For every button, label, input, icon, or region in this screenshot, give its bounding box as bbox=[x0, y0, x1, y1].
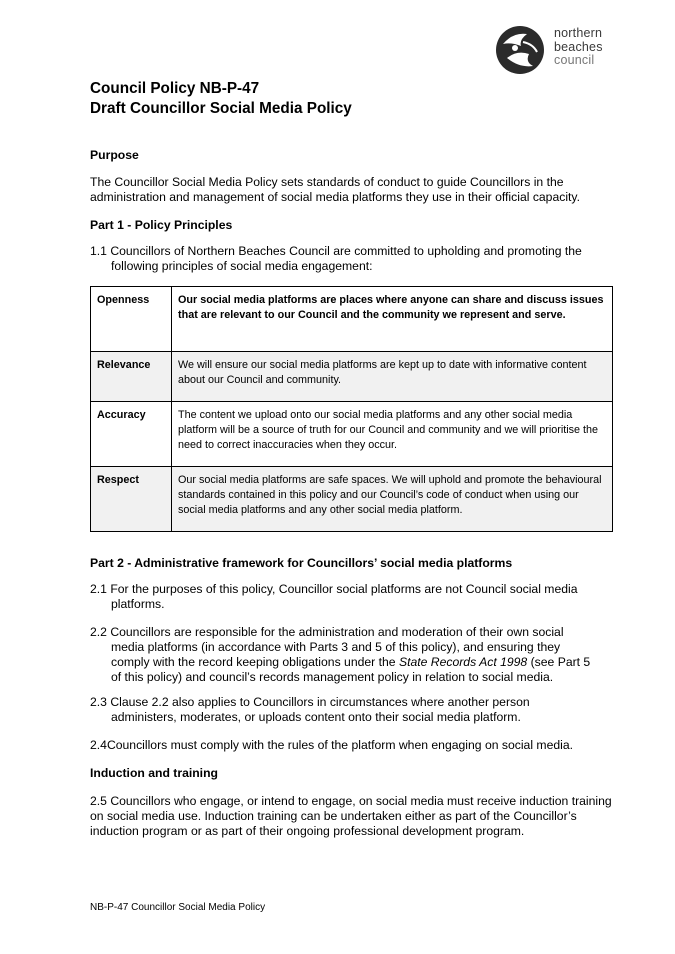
clause-2-2-line2: media platforms (in accordance with Parts 3 and 5 of this policy), and ensuring they bbox=[111, 640, 561, 654]
purpose-text: The Councillor Social Media Policy sets standards of conduct to guide Councillors in the administration and management of social media platforms they use in their official capacity. bbox=[90, 175, 581, 204]
principle-name: Accuracy bbox=[91, 402, 172, 467]
act-reference: State Records Act 1998 bbox=[398, 655, 528, 669]
logo-wordmark bbox=[554, 27, 603, 68]
principle-text: Our social media platforms are safe spaces. We will uphold and promote the behavioural standards contained in this policy and our Council’s code of conduct when using our social media platforms and any other social media platform. bbox=[172, 467, 613, 532]
policy-number: Council Policy NB-P-47 bbox=[90, 80, 260, 97]
purpose-heading: Purpose bbox=[90, 148, 139, 162]
clause-2-2-text: comply with the record keeping obligations under the bbox=[111, 655, 399, 669]
table-row bbox=[91, 287, 613, 352]
table-row bbox=[91, 402, 613, 467]
part1-heading: Part 1 - Policy Principles bbox=[90, 218, 233, 232]
table-row bbox=[91, 352, 613, 402]
clause-2-1 bbox=[90, 582, 620, 612]
induction-text: 2.5 Councillors who engage, or intend to engage, on social media must receive induction training on social media use. Induction training can be undertaken either as part of the Councillor’s induction program or as part of their ongoing professional development program. bbox=[90, 794, 612, 838]
clause-2-3-line2: administers, moderates, or uploads content onto their social media platform. bbox=[111, 710, 521, 724]
clause-2-2 bbox=[90, 625, 620, 685]
principle-name: Respect bbox=[91, 467, 172, 532]
clause-1-1 bbox=[90, 244, 620, 274]
principle-text: The content we upload onto our social media platforms and any other social media platform will be a source of truth for our Council and community and we will prioritise the need to correct inaccuracies when they occur. bbox=[172, 402, 613, 467]
principle-text: Our social media platforms are places where anyone can share and discuss issues that are relevant to our Council and the community we represent and serve. bbox=[172, 287, 613, 352]
page-footer: NB-P-47 Councillor Social Media Policy bbox=[90, 902, 266, 913]
principle-name: Openness bbox=[91, 287, 172, 352]
principles-table bbox=[90, 286, 613, 532]
clause-2-2-text: (see Part 5 bbox=[527, 655, 591, 669]
part2-heading: Part 2 - Administrative framework for Councillors’ social media platforms bbox=[90, 556, 513, 570]
clause-2-2-line1: 2.2 Councillors are responsible for the administration and moderation of their own social bbox=[90, 625, 564, 639]
logo-emblem-icon bbox=[493, 24, 549, 76]
clause-2-2-line4: of this policy) and council’s records management policy in relation to social media. bbox=[111, 670, 554, 684]
logo-line-3: council bbox=[554, 53, 595, 67]
logo-line-1: northern bbox=[554, 26, 603, 40]
clause-2-3 bbox=[90, 695, 620, 725]
induction-heading: Induction and training bbox=[90, 766, 218, 780]
table-row bbox=[91, 467, 613, 532]
council-logo bbox=[493, 24, 623, 78]
clause-1-1-line1: 1.1 Councillors of Northern Beaches Council are committed to upholding and promoting the bbox=[90, 244, 582, 258]
clause-2-3-line1: 2.3 Clause 2.2 also applies to Councillors in circumstances where another person bbox=[90, 695, 530, 709]
clause-2-1-line1: 2.1 For the purposes of this policy, Councillor social platforms are not Council social media bbox=[90, 582, 578, 596]
principle-name: Relevance bbox=[91, 352, 172, 402]
clause-2-2-line3 bbox=[90, 655, 620, 670]
clause-2-4: 2.4Councillors must comply with the rules of the platform when engaging on social media. bbox=[90, 738, 574, 752]
policy-name: Draft Councillor Social Media Policy bbox=[90, 99, 352, 117]
logo-line-2: beaches bbox=[554, 39, 603, 54]
clause-2-1-line2: platforms. bbox=[111, 597, 165, 611]
page-title bbox=[90, 79, 352, 118]
clause-1-1-line2: following principles of social media engagement: bbox=[111, 259, 373, 273]
principle-text: We will ensure our social media platforms are kept up to date with informative content about our Council and community. bbox=[172, 352, 613, 402]
